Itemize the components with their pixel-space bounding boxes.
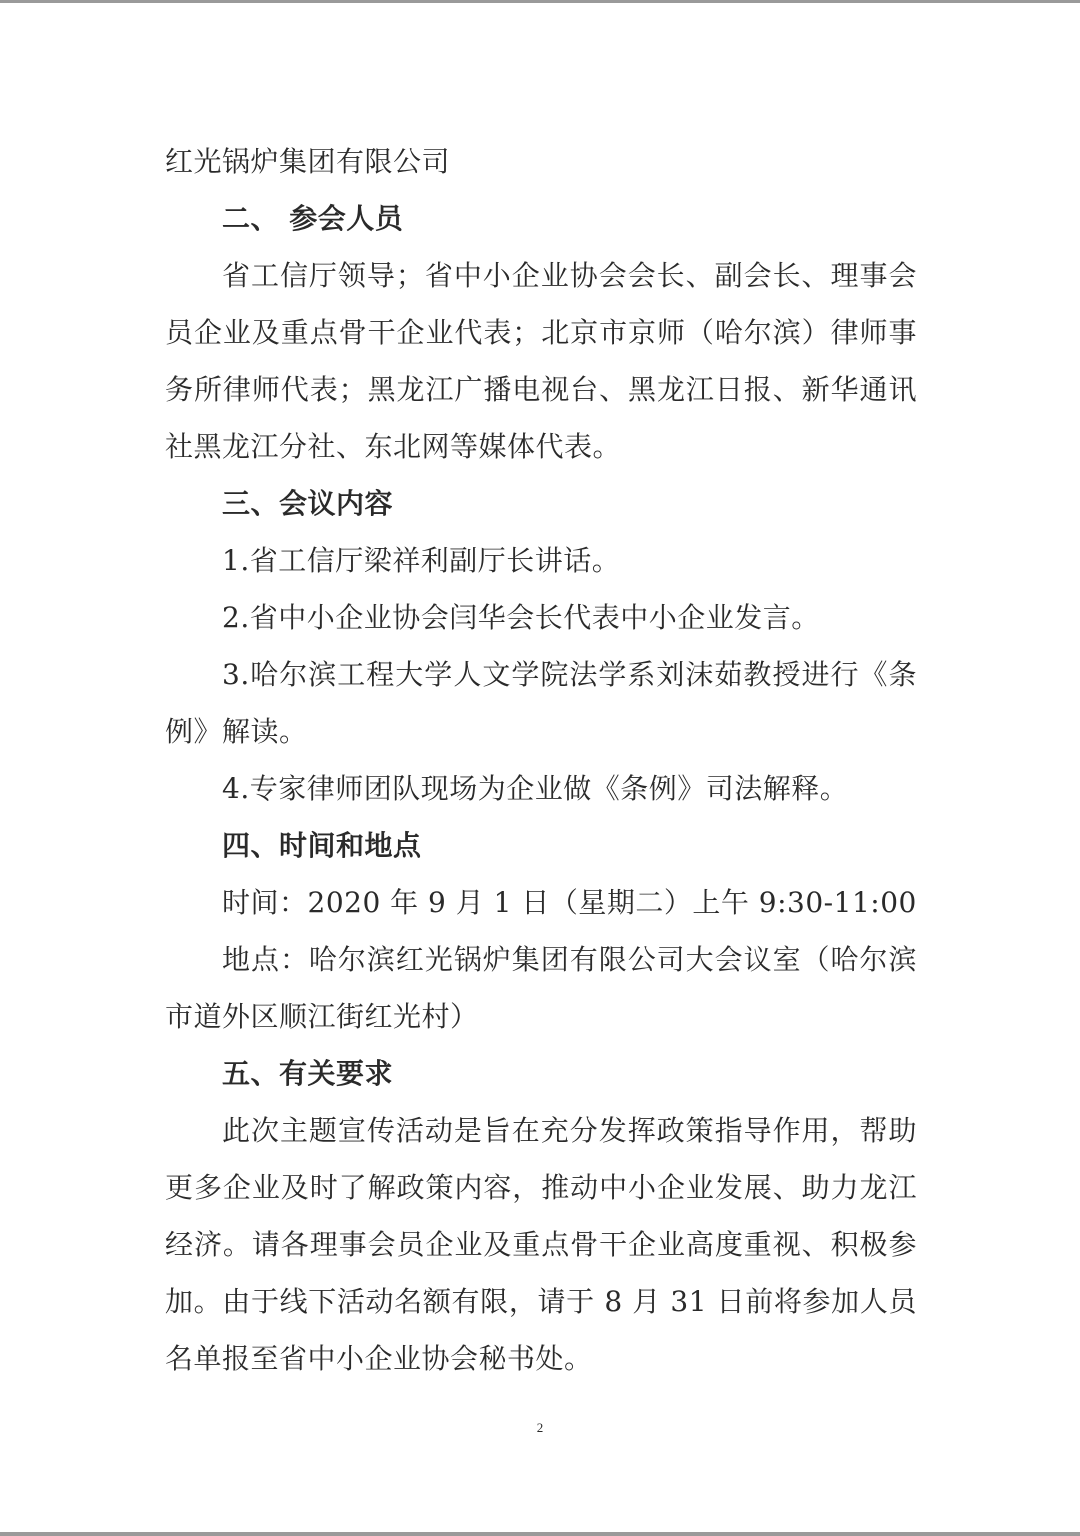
section-heading: 四、时间和地点	[222, 829, 422, 862]
text-line: 省工信厅领导；省中小企业协会会长、副会长、理事会	[222, 259, 917, 292]
text-line: 社黑龙江分社、东北网等媒体代表。	[165, 430, 622, 463]
text-line: 加。由于线下活动名额有限，请于 8 月 31 日前将参加人员	[165, 1285, 917, 1318]
text-line: 务所律师代表；黑龙江广播电视台、黑龙江日报、新华通讯	[165, 373, 917, 406]
scan-top-edge	[0, 0, 1080, 3]
time-line: 时间：2020 年 9 月 1 日（星期二）上午 9:30-11:00	[222, 886, 917, 919]
text-line: 例》解读。	[165, 715, 308, 748]
page-number: 2	[536, 1420, 544, 1435]
section-heading: 五、有关要求	[222, 1057, 394, 1090]
list-item: 2.省中小企业协会闫华会长代表中小企业发言。	[222, 601, 820, 634]
list-item: 4.专家律师团队现场为企业做《条例》司法解释。	[222, 772, 849, 805]
scan-bottom-edge	[0, 1532, 1080, 1536]
text-line: 名单报至省中小企业协会秘书处。	[165, 1342, 593, 1375]
location-line: 地点：哈尔滨红光锅炉集团有限公司大会议室（哈尔滨	[222, 943, 917, 976]
text-line: 市道外区顺江街红光村）	[165, 1000, 479, 1033]
section-heading: 三、会议内容	[222, 487, 394, 520]
list-item: 3.哈尔滨工程大学人文学院法学系刘沫茹教授进行《条	[222, 658, 917, 691]
text-line: 员企业及重点骨干企业代表；北京市京师（哈尔滨）律师事	[165, 316, 917, 349]
text-line: 红光锅炉集团有限公司	[165, 145, 451, 178]
section-heading: 二、 参会人员	[222, 202, 404, 235]
text-line: 更多企业及时了解政策内容，推动中小企业发展、助力龙江	[165, 1171, 917, 1204]
list-item: 1.省工信厅梁祥利副厅长讲话。	[222, 544, 621, 577]
text-line: 经济。请各理事会员企业及重点骨干企业高度重视、积极参	[165, 1228, 917, 1261]
text-line: 此次主题宣传活动是旨在充分发挥政策指导作用，帮助	[222, 1114, 917, 1147]
